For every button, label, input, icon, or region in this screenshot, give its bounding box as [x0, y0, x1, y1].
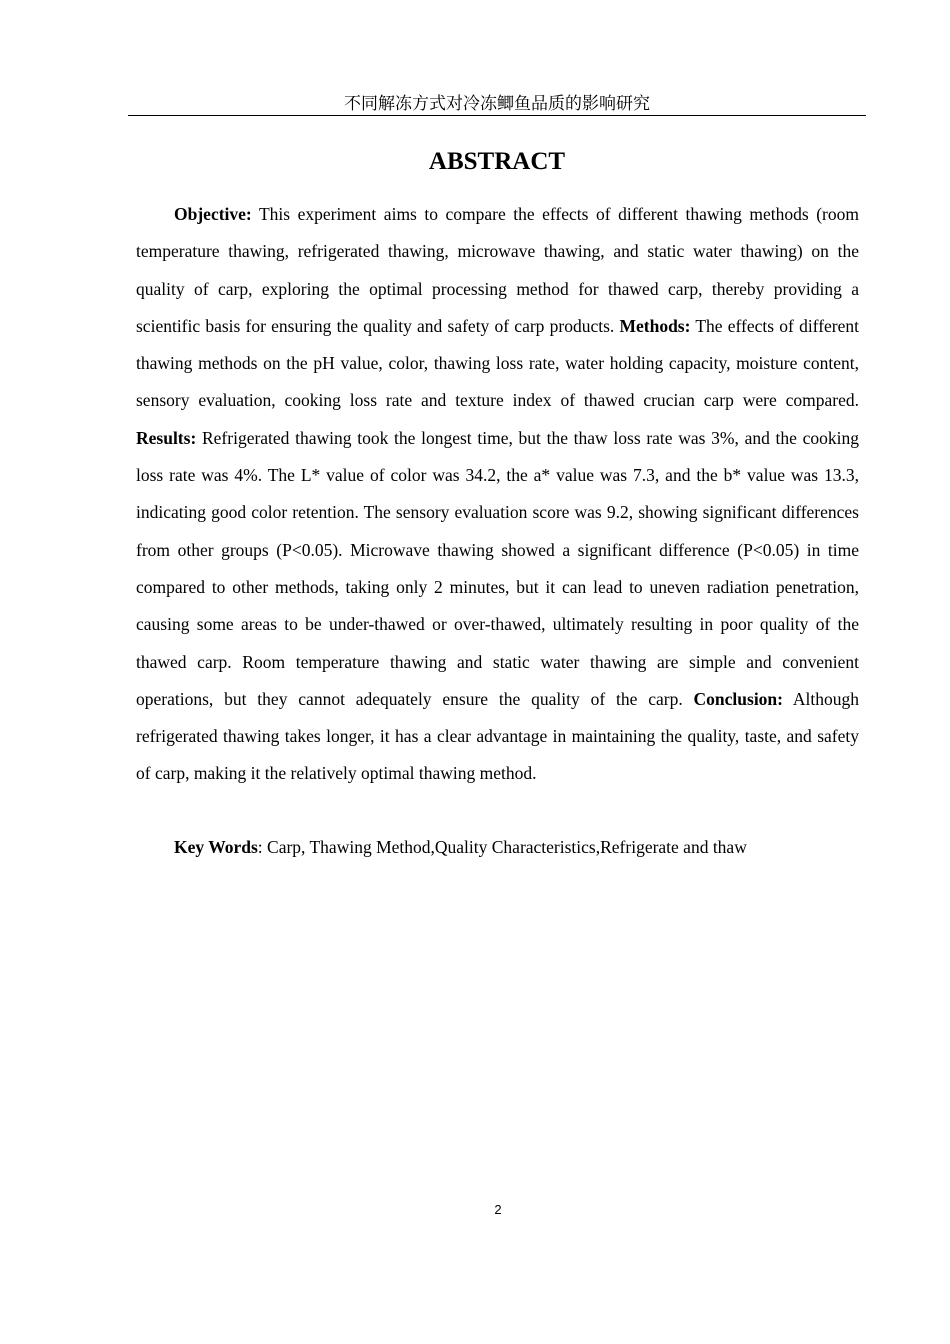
running-header: 不同解冻方式对冷冻鲫鱼品质的影响研究	[344, 94, 650, 114]
conclusion-text: Although refrigerated thawing takes longer, it has a clear advantage in maintaining the quality, taste, and safety of carp, making it the relatively optimal thawing method.	[136, 688, 859, 784]
keywords-label: Key Words	[174, 837, 258, 857]
objective-label: Objective:	[174, 204, 252, 224]
methods-text: The effects of different thawing methods on the pH value, color, thawing loss rate, water holding capacity, moisture content, sensory evaluation, cooking loss rate and texture index of thawed crucian carp were compared.	[136, 315, 859, 411]
conclusion-label: Conclusion:	[693, 688, 783, 709]
abstract-paragraph	[136, 196, 859, 793]
objective-text: This experiment aims to compare the effects of different thawing methods (room temperature thawing, refrigerated thawing, microwave thawing, and static water thawing) on the quality of carp, exploring the optimal processing method for thawed carp, thereby providing a scientific basis for ensuring the quality and safety of carp products.	[136, 204, 859, 336]
methods-label: Methods:	[619, 315, 691, 336]
results-label: Results:	[136, 427, 197, 448]
keywords-line	[136, 829, 859, 866]
header-rule	[128, 115, 866, 116]
abstract-title: ABSTRACT	[428, 148, 566, 175]
page-number: 2	[494, 1202, 502, 1217]
keywords-text: : Carp, Thawing Method,Quality Characteristics,Refrigerate and thaw	[257, 837, 747, 857]
results-text: Refrigerated thawing took the longest time, but the thaw loss rate was 3%, and the cooking loss rate was 4%. The L* value of color was 34.2, the a* value was 7.3, and the b* value was 13.3, indicating good color retention. The sensory evaluation score was 9.2, showing significant differences from other groups (P<0.05). Microwave thawing showed a significant difference (P<0.05) in time compared to other methods, taking only 2 minutes, but it can lead to uneven radiation penetration, causing some areas to be under-thawed or over-thawed, ultimately resulting in poor quality of the thawed carp. Room temperature thawing and static water thawing are simple and convenient operations, but they cannot adequately ensure the quality of the carp.	[136, 427, 859, 709]
